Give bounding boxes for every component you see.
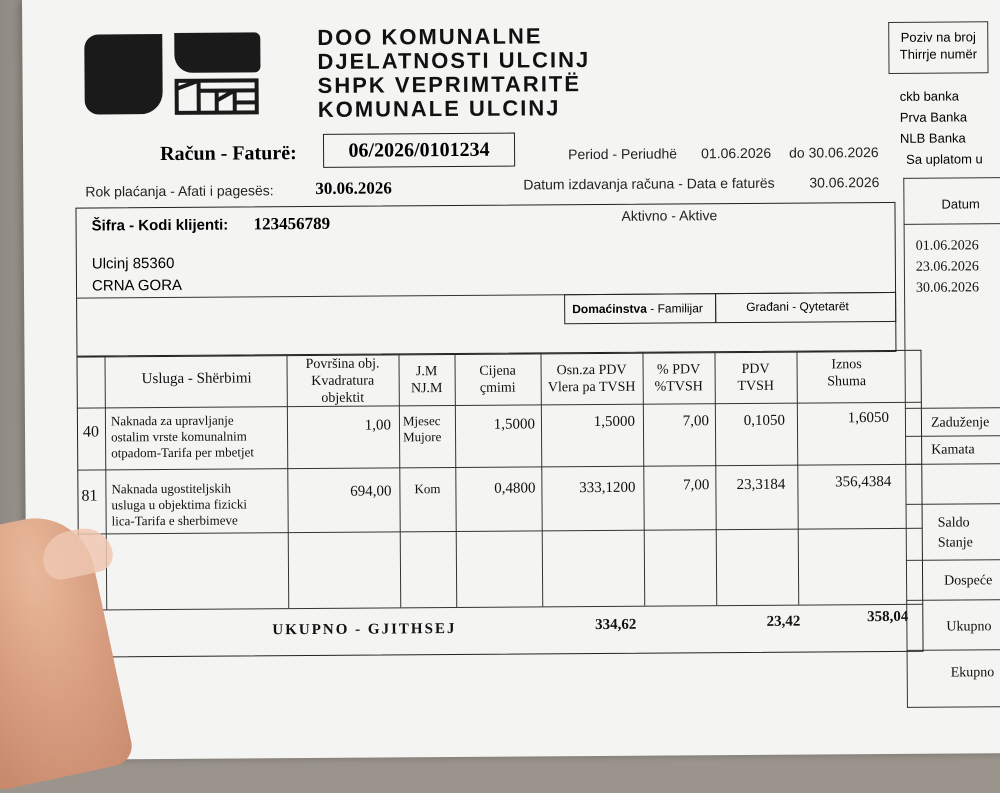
header-line: Kvadratura <box>311 373 375 389</box>
bank-name: ckb banka <box>899 88 960 104</box>
service-line: Naknada ugostiteljskih <box>111 480 231 497</box>
header-line: Vlera pa TVSH <box>547 379 636 396</box>
unit-line: Mujore <box>403 429 442 445</box>
row-area: 1,00 <box>364 417 392 434</box>
client-country: CRNA GORA <box>91 276 183 295</box>
header-line: çmimi <box>479 380 516 396</box>
bank-name: NLB Banka <box>899 130 966 146</box>
total-vat: 23,42 <box>766 613 801 630</box>
company-logo-block <box>84 34 163 115</box>
row-amount: 356,4384 <box>835 473 892 491</box>
reference-label: Poziv na broj <box>900 29 976 45</box>
reference-number-box <box>888 21 988 74</box>
reference-label: Thirrje numër <box>899 46 978 62</box>
header-price <box>455 362 541 397</box>
issue-date: 30.06.2026 <box>809 174 880 191</box>
header-line: J.M <box>415 364 438 380</box>
header-area <box>286 355 398 407</box>
header-line: Površina obj. <box>305 356 380 373</box>
service-line: lica-Tarifa e sherbimeve <box>111 512 238 529</box>
due-date-label: Rok plaćanja - Afati i pagesës: <box>85 182 274 200</box>
header-line: NJ.M <box>410 381 443 397</box>
category-rest: - Familijar <box>646 301 703 316</box>
service-line: usluga u objektima fizicki <box>111 496 247 513</box>
service-line: ostalim vrste komunalnim <box>110 428 247 445</box>
header-vat-pct <box>643 361 715 396</box>
side-saldo <box>938 513 973 553</box>
header-line: %TVSH <box>654 379 703 395</box>
service-line: otpadom-Tarifa per mbetjet <box>111 444 254 461</box>
client-category <box>572 301 703 316</box>
header-base <box>541 362 643 397</box>
row-amount: 1,6050 <box>847 409 889 427</box>
client-code: 123456789 <box>253 213 331 234</box>
saldo-line: Saldo <box>937 515 970 531</box>
bank-name: Sa uplatom u <box>906 151 983 167</box>
service-line: Naknada za upravljanje <box>110 412 234 429</box>
row-unit: Kom <box>414 481 441 497</box>
company-logo-emblem <box>173 76 261 117</box>
header-line: Cijena <box>479 363 516 379</box>
bank-name: Prva Banka <box>899 109 968 125</box>
category-bold: Domaćinstva <box>572 301 647 317</box>
row-price: 1,5000 <box>493 416 536 433</box>
company-name-line: SHPK VEPRIMTARITË <box>317 71 582 98</box>
header-line: Iznos <box>831 357 862 373</box>
row-vat-pct: 7,00 <box>683 477 710 494</box>
row-vat: 0,1050 <box>743 412 786 429</box>
row-base: 1,5000 <box>593 413 636 431</box>
total-amount: 358,04 <box>867 608 909 626</box>
company-name-line: DJELATNOSTI ULCINJ <box>317 47 591 74</box>
company-name-line: KOMUNALE ULCINJ <box>317 95 561 122</box>
header-unit <box>399 363 455 397</box>
header-line: Shuma <box>827 374 867 390</box>
header-service: Usluga - Shërbimi <box>141 370 252 388</box>
unit-line: Mjesec <box>402 413 441 429</box>
total-label: UKUPNO - GJITHSEJ <box>272 620 457 639</box>
side-date: 01.06.2026 <box>915 238 979 254</box>
due-date: 30.06.2026 <box>315 178 392 198</box>
side-dospece: Dospeće <box>944 573 993 589</box>
row-base: 333,1200 <box>579 479 636 497</box>
period-from: 01.06.2026 <box>701 144 772 162</box>
invoice-label: Račun - Faturë: <box>160 142 297 166</box>
side-date: 23.06.2026 <box>915 259 979 275</box>
period-to: do 30.06.2026 <box>789 144 879 161</box>
header-line: Osn.za PDV <box>556 362 627 379</box>
side-kamata: Kamata <box>931 442 975 458</box>
header-line: TVSH <box>737 378 775 395</box>
client-code-label: Šifra - Kodi klijenti: <box>91 216 229 235</box>
row-service <box>111 412 254 461</box>
row-code: 40 <box>82 423 100 441</box>
side-dates <box>916 235 979 298</box>
row-area: 694,00 <box>350 483 392 500</box>
header-line: objektit <box>321 390 365 406</box>
client-city: Ulcinj 85360 <box>91 254 175 273</box>
side-date: 30.06.2026 <box>915 280 980 296</box>
row-vat: 23,3184 <box>736 476 786 494</box>
issue-date-label: Datum izdavanja računa - Data e faturës <box>523 174 775 193</box>
row-service <box>111 480 247 529</box>
row-vat-pct: 7,00 <box>682 413 710 430</box>
company-logo-bar <box>174 32 260 73</box>
company-name-line: DOO KOMUNALNE <box>317 23 543 50</box>
company-name <box>317 24 590 122</box>
period-label: Period - Periudhë <box>568 145 678 163</box>
bank-list <box>900 85 983 170</box>
client-type: Građani - Qytetarët <box>746 299 849 314</box>
side-ekupno: Ekupno <box>950 665 995 681</box>
side-ukupno: Ukupno <box>946 619 992 635</box>
invoice-paper <box>22 0 1000 760</box>
header-amount <box>797 356 897 391</box>
client-status: Aktivno - Aktive <box>621 207 718 224</box>
invoice-number: 06/2026/0101234 <box>323 133 515 168</box>
header-line: % PDV <box>656 362 701 378</box>
total-base: 334,62 <box>595 616 637 634</box>
row-code: 81 <box>81 487 98 505</box>
header-vat <box>715 361 797 396</box>
row-unit <box>403 413 442 445</box>
side-date-label: Datum <box>941 196 980 212</box>
header-line: PDV <box>741 361 770 377</box>
side-zaduzenje: Zaduženje <box>930 415 990 431</box>
stanje-line: Stanje <box>937 535 973 551</box>
row-price: 0,4800 <box>494 480 536 497</box>
